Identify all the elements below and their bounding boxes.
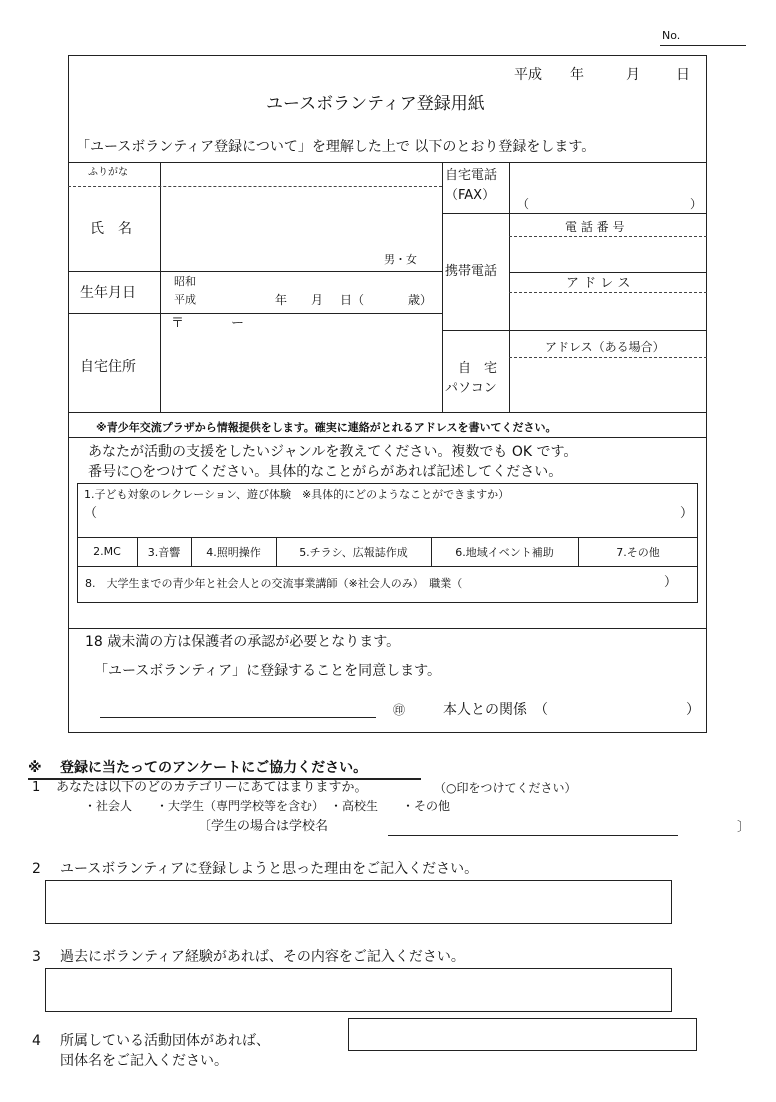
table-bottom-line bbox=[68, 412, 707, 413]
guardian-signature-line[interactable] bbox=[100, 717, 376, 718]
birthdate-label: 生年月日 bbox=[80, 285, 136, 301]
pc-address-header-line bbox=[509, 357, 707, 358]
right-column-line bbox=[509, 162, 510, 412]
q1-school-close: 〕 bbox=[737, 820, 751, 835]
genre-item-6[interactable]: 6.地域イベント補助 bbox=[455, 545, 554, 559]
mobile-label: 携帯電話 bbox=[445, 264, 498, 279]
pc-label: 自 宅 bbox=[458, 361, 498, 376]
form-number-label: No. bbox=[662, 29, 681, 42]
guardian-consent: 「ユースボランティア」に登録することを同意します。 bbox=[94, 663, 442, 679]
name-bottom-line bbox=[68, 271, 442, 272]
q1-hint: （○印をつけてください） bbox=[434, 781, 577, 795]
pc-label-2: パソコン bbox=[445, 381, 497, 396]
q4-text-line-2: 団体名をご記入ください。 bbox=[60, 1053, 228, 1069]
postal-dash: ー bbox=[231, 316, 245, 331]
genre-item-2[interactable]: 2.MC bbox=[93, 545, 121, 558]
q2-answer-box[interactable] bbox=[45, 880, 672, 924]
era-heisei: 平成 bbox=[174, 293, 196, 306]
genre-item-5[interactable]: 5.チラシ、広報誌作成 bbox=[299, 545, 408, 559]
genre-item-8-close: ） bbox=[664, 575, 678, 590]
date-year: 年 bbox=[570, 67, 584, 83]
q3-answer-box[interactable] bbox=[45, 968, 672, 1012]
home-phone-bottom-line bbox=[442, 213, 707, 214]
furigana-line bbox=[68, 186, 442, 187]
notice-bottom-line bbox=[68, 437, 707, 438]
furigana-label: ふりがな bbox=[88, 167, 128, 178]
guardian-top-line bbox=[68, 628, 707, 629]
registration-frame bbox=[68, 55, 707, 733]
q2-text: ユースボランティアに登録しようと思った理由をご記入ください。 bbox=[60, 861, 479, 877]
phone-number-header: 電 話 番 号 bbox=[565, 220, 625, 234]
seal-mark: ㊞ bbox=[393, 703, 406, 717]
era-showa: 昭和 bbox=[174, 275, 196, 288]
table-top-line bbox=[68, 162, 707, 163]
q4-number: 4 bbox=[32, 1033, 41, 1049]
q1-options[interactable]: ・社会人 ・大学生（専門学校等を含む） ・高校生 ・その他 bbox=[84, 799, 451, 813]
q3-number: 3 bbox=[32, 949, 41, 965]
genre-item-8[interactable]: 8. 大学生までの青少年と社会人との交流事業講師（※社会人のみ） 職業（ bbox=[85, 577, 463, 590]
form-number-line bbox=[660, 45, 746, 46]
survey-heading-mark: ※ bbox=[28, 760, 42, 776]
genre-item-4[interactable]: 4.照明操作 bbox=[206, 545, 261, 559]
postal-mark: 〒 bbox=[171, 316, 185, 331]
q1-number: 1 bbox=[32, 780, 41, 795]
genre-instruction-2: 番号に○をつけてください。具体的なことがらがあれば記述してください。 bbox=[88, 464, 563, 480]
q2-number: 2 bbox=[32, 861, 41, 877]
q3-text: 過去にボランティア経験があれば、その内容をご記入ください。 bbox=[60, 949, 465, 965]
address-header-line bbox=[509, 292, 707, 293]
date-month: 月 bbox=[626, 67, 640, 83]
mobile-middle-line bbox=[509, 272, 707, 273]
label-column-line bbox=[160, 162, 161, 412]
guardian-note: 18 歳未満の方は保護者の承認が必要となります。 bbox=[85, 634, 401, 650]
q4-text-line-1: 所属している活動団体があれば、 bbox=[60, 1033, 270, 1049]
genre-item-1[interactable]: 1.子ども対象のレクレーション、遊び体験 ※具体的にどのようなことができますか） bbox=[84, 488, 510, 501]
contact-notice: ※青少年交流プラザから情報提供をします。確実に連絡がとれるアドレスを書いてください。 bbox=[96, 421, 557, 434]
gender-options: 男・女 bbox=[384, 253, 417, 266]
birth-age-label: 歳） bbox=[408, 293, 433, 307]
relation-close: ） bbox=[686, 702, 700, 718]
q1-text: あなたは以下のどのカテゴリーにあてはまりますか。 bbox=[56, 780, 368, 795]
form-title: ユースボランティア登録用紙 bbox=[266, 94, 485, 114]
birth-bottom-line bbox=[68, 313, 442, 314]
birth-year-label: 年 bbox=[275, 293, 288, 307]
home-phone-paren-close: ） bbox=[690, 197, 703, 211]
genre-item-1-close: ） bbox=[680, 506, 694, 521]
middle-column-line bbox=[442, 162, 443, 412]
genre-item-1-open: （ bbox=[84, 506, 98, 521]
relation-label: 本人との関係 （ bbox=[443, 702, 548, 718]
q1-school-label: 〔学生の場合は学校名 bbox=[198, 819, 329, 834]
genre-instruction-1: あなたが活動の支援をしたいジャンルを教えてください。複数でも OK です。 bbox=[88, 444, 578, 460]
home-phone-paren-open: （ bbox=[517, 197, 530, 211]
home-phone-label: 自宅電話 bbox=[445, 168, 498, 183]
genre-row-bottom-line bbox=[77, 566, 698, 567]
phone-number-header-line bbox=[509, 236, 707, 237]
survey-heading: 登録に当たってのアンケートにご協力ください。 bbox=[60, 760, 368, 776]
birth-month-label: 月 bbox=[311, 293, 324, 307]
home-fax-label: （FAX） bbox=[445, 188, 496, 203]
birth-day-label: 日（ bbox=[340, 293, 365, 307]
form-intro: 「ユースボランティア登録について」を理解した上で 以下のとおり登録をします。 bbox=[76, 139, 596, 155]
name-label: 氏 名 bbox=[90, 221, 132, 237]
mobile-bottom-line bbox=[442, 330, 707, 331]
mobile-address-header: ア ド レ ス bbox=[566, 276, 631, 291]
genre-item-3[interactable]: 3.音響 bbox=[147, 545, 181, 559]
address-label: 自宅住所 bbox=[80, 359, 136, 375]
pc-address-header: アドレス（ある場合） bbox=[545, 340, 665, 354]
genre-item-7[interactable]: 7.その他 bbox=[616, 545, 660, 559]
q1-school-line[interactable] bbox=[388, 835, 678, 836]
date-day: 日 bbox=[676, 67, 690, 83]
q4-answer-box[interactable] bbox=[348, 1018, 697, 1051]
date-era: 平成 bbox=[514, 67, 542, 83]
